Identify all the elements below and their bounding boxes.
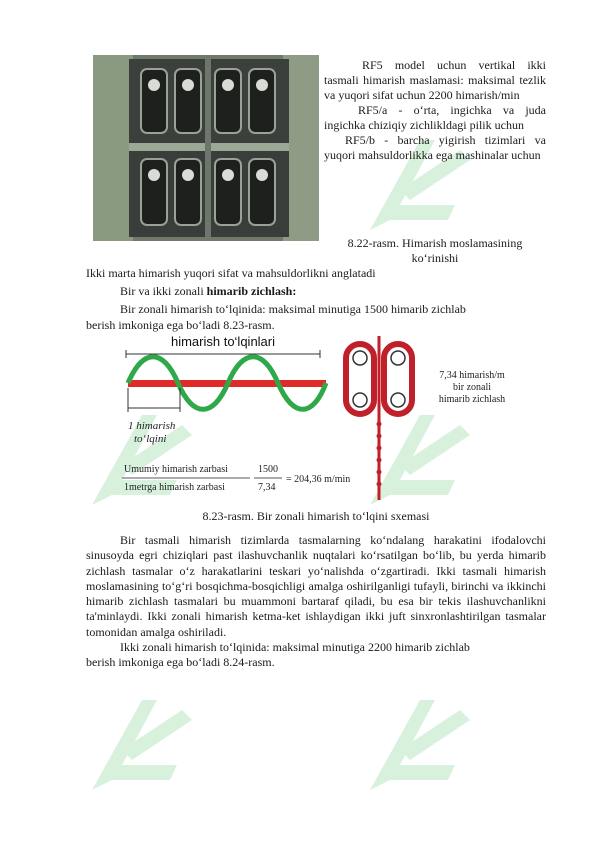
formula-result: = 204,36 m/min [286, 474, 351, 485]
body-paragraph-1: Bir tasmali himarish tizimlarda tasmalarning ko‘ndalang harakatini ifodalovchi sinusoyda egri chiziqlari past ilashuvchanlik nuqtalari ko‘rsatilgan bo‘lib, bu yerda himarib zichlash tasmalar o‘z harakatlarini teskari yo‘nalishda o‘zgartiradi. Ikki tasmali himarish moslamasining to‘g‘ri bosqichma-bosqichligi amalga oshirilganligi tufayli, birinchi va ikkinchi himarib zichlash tasmalari bu muammoni bartaraf qiladi, bu esa bir tekis ilashuvchanlikni ta'minlaydi. Ikki zonali himarish ketma-ket ishlaydigan ikki juft sinxronlashtirilgan tasmalar tomonidan amalga oshiriladi. [86, 533, 546, 639]
photo-side-description [324, 58, 546, 163]
body-text [86, 533, 546, 671]
formula-denominator-value: 7,34 [258, 482, 276, 493]
rf5a-description: RF5/a - o‘rta, ingichka va juda ingichka chiziqiy zichlikldagi pilik uchun [324, 103, 546, 132]
formula-denominator-label: 1metrga himarish zarbasi [124, 482, 225, 493]
watermark-logo [82, 690, 202, 800]
rf5-description: RF5 model uchun vertikal ikki tasmali himarish maslamasi: maksimal tezlik va yuqori sifat uchun 2200 himarish/min [324, 58, 546, 102]
intro-line: Bir zonali himarish to‘lqinida: maksimal minutiga 1500 himarib zichlab [120, 302, 466, 316]
belt-label-3: himarib zichlash [438, 394, 506, 405]
caption-line: ko‘rinishi [411, 251, 459, 265]
caption-line: 8.22-rasm. Himarish moslamasining [347, 236, 523, 250]
watermark-logo [360, 690, 480, 800]
belt-label-1: 7,34 himarish/m [439, 370, 505, 381]
belt-apparatus [346, 336, 412, 500]
formula-numerator-label: Umumiy himarish zarbasi [124, 464, 228, 475]
formula-numerator-value: 1500 [258, 464, 278, 475]
figure-8-22-caption [324, 236, 546, 266]
subheading-prefix: Bir va ikki zonali [120, 284, 207, 298]
figure-8-23 [118, 332, 558, 507]
wave-label-1: 1 himarish [128, 420, 176, 432]
figure-8-23-caption: 8.23-rasm. Bir zonali himarish to‘lqini sxemasi [202, 509, 430, 523]
wave-label-2: to‘lqini [134, 433, 167, 445]
body-paragraph-2-line-2: berish imkoniga ega bo‘ladi 8.24-rasm. [86, 655, 275, 670]
intro-line: berish imkoniga ega bo‘ladi 8.23-rasm. [86, 318, 275, 332]
body-paragraph-2-line-1: Ikki zonali himarish to‘lqinida: maksimal minutiga 2200 himarib zichlab [120, 640, 470, 655]
machine-photo [93, 55, 319, 241]
wave-title: himarish to‘lqinlari [170, 334, 276, 349]
subheading-bold: himarib zichlash: [206, 284, 297, 298]
subheading [120, 284, 296, 299]
belt-label-2: bir zonali [452, 382, 492, 393]
rf5b-description: RF5/b - barcha yigirish tizimlari va yuqori mahsuldorlikka ega mashinalar uchun [324, 133, 546, 162]
intro-line: Ikki marta himarish yuqori sifat va mahsuldorlikni anglatadi [86, 266, 376, 280]
